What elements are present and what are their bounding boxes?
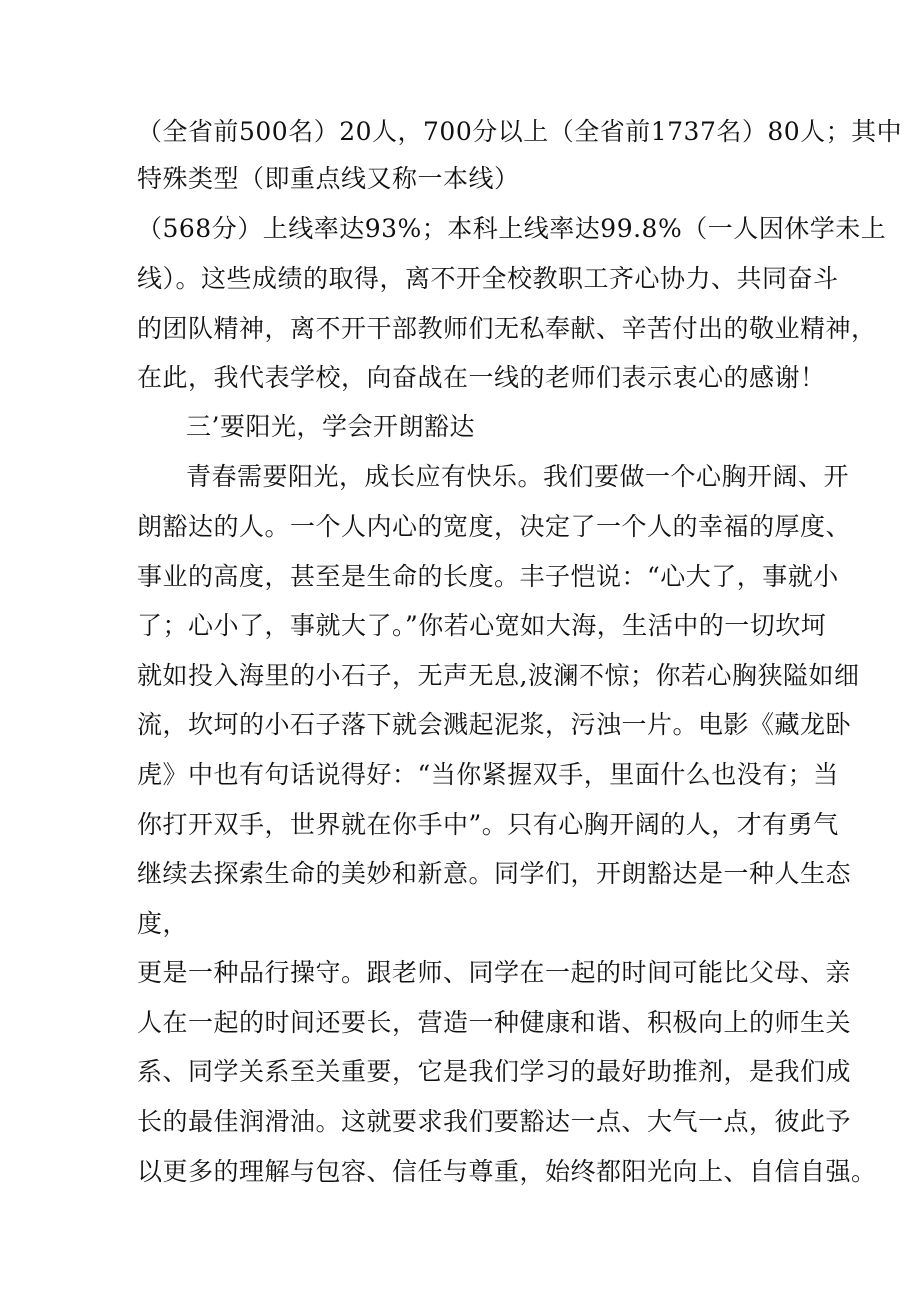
text-line: 的团队精神，离不开干部教师们无私奉献、辛苦付出的敬业精神， <box>137 314 877 343</box>
text-line: 度， <box>137 909 189 938</box>
section-heading: 三’要阳光，学会开朗豁达 <box>186 412 475 441</box>
text-line: 就如投入海里的小石子，无声无息,波澜不惊；你若心胸狭隘如细 <box>137 661 860 690</box>
text-line: 流，坎坷的小石子落下就会溅起泥浆，污浊一片。电影《藏龙卧 <box>137 710 852 739</box>
text-line: （568分）上线率达93%；本科上线率达99.8%（一人因休学未上 <box>137 214 887 243</box>
text-line: 更是一种品行操守。跟老师、同学在一起的时间可能比父母、亲 <box>137 958 852 987</box>
text-line: 青春需要阳光，成长应有快乐。我们要做一个心胸开阔、开 <box>186 462 850 491</box>
text-line: 你打开双手，世界就在你手中”。只有心胸开阔的人，才有勇气 <box>137 810 839 839</box>
text-line: 以更多的理解与包容、信任与尊重，始终都阳光向上、自信自强。 <box>137 1157 877 1186</box>
text-line: 长的最佳润滑油。这就要求我们要豁达一点、大气一点，彼此予 <box>137 1107 852 1136</box>
text-line: 线）。这些成绩的取得，离不开全校教职工齐心协力、共同奋斗 <box>137 264 839 293</box>
text-line: 继续去探索生命的美妙和新意。同学们，开朗豁达是一种人生态 <box>137 859 852 888</box>
text-line: 人在一起的时间还要长，营造一种健康和谐、积极向上的师生关 <box>137 1008 852 1037</box>
text-line: 虎》中也有句话说得好：“当你紧握双手，里面什么也没有；当 <box>137 760 839 789</box>
text-line: 事业的高度，甚至是生命的长度。丰子恺说：“心大了，事就小 <box>137 562 839 591</box>
text-line: （全省前500名）20人，700分以上（全省前1737名）80人；其中 <box>137 117 903 146</box>
text-line: 系、同学关系至关重要，它是我们学习的最好助推剂，是我们成 <box>137 1057 852 1086</box>
text-line: 在此，我代表学校，向奋战在一线的老师们表示衷心的感谢！ <box>137 363 826 392</box>
text-line: 特殊类型（即重点线又称一本线） <box>137 164 520 193</box>
text-line: 朗豁达的人。一个人内心的宽度，决定了一个人的幸福的厚度、 <box>137 512 852 541</box>
text-line: 了；心小了，事就大了。”你若心宽如大海，生活中的一切坎坷 <box>137 611 827 640</box>
